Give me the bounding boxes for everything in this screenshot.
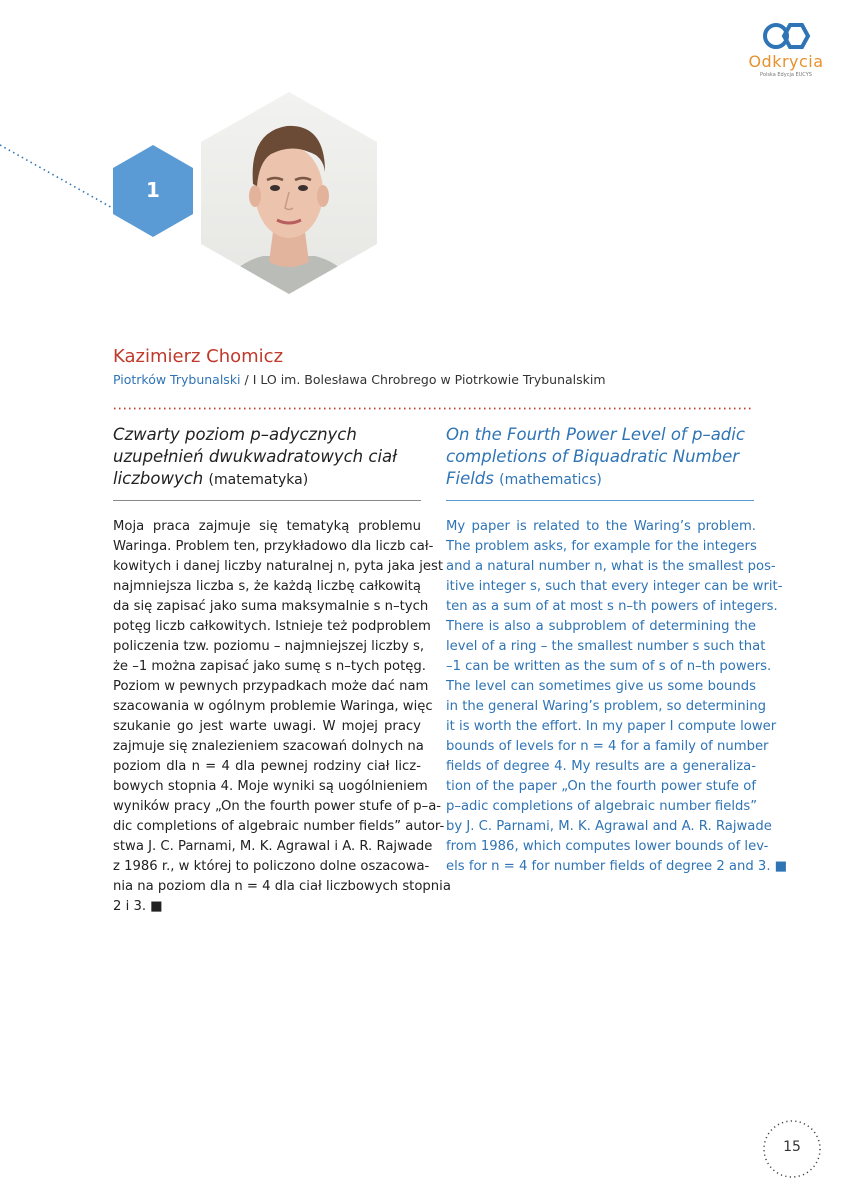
polish-abstract-line: Moja praca zajmuje się tematyką problemu bbox=[113, 519, 421, 534]
author-school: I LO im. Bolesława Chrobrego w Piotrkowie Trybunalskim bbox=[252, 372, 606, 387]
polish-abstract-line: bowych stopnia 4. Moje wyniki są uogólnieniem bbox=[113, 779, 428, 794]
english-abstract-line: There is also a subproblem of determining the bbox=[446, 619, 756, 634]
polish-abstract-line: z 1986 r., w której to policzono dolne oszacowa- bbox=[113, 859, 430, 874]
polish-abstract bbox=[113, 517, 451, 917]
polish-title-text: Czwarty poziom p–adycznych uzupełnień dwukwadratowych ciał liczbowych bbox=[113, 425, 397, 488]
polish-title-rule bbox=[113, 500, 421, 501]
dotted-separator bbox=[113, 407, 755, 410]
polish-abstract-line: da się zapisać jako suma maksymalnie s n–tych bbox=[113, 599, 429, 614]
polish-abstract-line: potęg liczb całkowitych. Istnieje też podproblem bbox=[113, 619, 431, 634]
english-abstract-line: bounds of levels for n = 4 for a family of number bbox=[446, 739, 769, 754]
polish-abstract-line: policzenia tzw. poziomu – najmniejszej liczby s, bbox=[113, 639, 425, 654]
english-abstract-line: from 1986, which computes lower bounds of lev- bbox=[446, 839, 769, 854]
english-abstract-line: My paper is related to the Waring’s problem. bbox=[446, 519, 756, 534]
english-title-text: On the Fourth Power Level of p–adic completions of Biquadratic Number Fields bbox=[446, 425, 745, 488]
odkrycia-logo bbox=[748, 22, 824, 78]
polish-abstract-line: stwa J. C. Parnami, M. K. Agrawal i A. R. Rajwade bbox=[113, 839, 433, 854]
logo-subtitle: Polska Edycja EUCYS bbox=[760, 72, 812, 78]
english-abstract-line: ten as a sum of at most s n–th powers of integers. bbox=[446, 599, 778, 614]
polish-title bbox=[113, 424, 425, 491]
english-subject: (mathematics) bbox=[499, 472, 602, 488]
author-name: Kazimierz Chomicz bbox=[113, 346, 284, 367]
polish-abstract-line: zajmuje się znalezieniem szacowań dolnych na bbox=[113, 739, 424, 754]
polish-abstract-line: nia na poziom dla n = 4 dla ciał liczbowych stopnia bbox=[113, 879, 451, 894]
polish-abstract-line: poziom dla n = 4 dla pewnej rodziny ciał licz- bbox=[113, 759, 421, 774]
english-abstract bbox=[446, 517, 788, 877]
english-abstract-line: level of a ring – the smallest number s such that bbox=[446, 639, 766, 654]
polish-abstract-line: 2 i 3. ■ bbox=[113, 899, 163, 914]
english-abstract-line: and a natural number n, what is the smallest pos- bbox=[446, 559, 776, 574]
polish-abstract-line: kowitych i danej liczby naturalnej n, pyta jaka jest bbox=[113, 559, 444, 574]
english-abstract-line: fields of degree 4. My results are a generaliza- bbox=[446, 759, 756, 774]
english-abstract-line: The problem asks, for example for the integers bbox=[446, 539, 757, 554]
english-title bbox=[446, 424, 758, 491]
page-number: 15 bbox=[783, 1139, 801, 1155]
author-affiliation bbox=[113, 372, 606, 387]
polish-abstract-line: Poziom w pewnych przypadkach może dać nam bbox=[113, 679, 429, 694]
polish-abstract-line: Waringa. Problem ten, przykładowo dla liczb cał- bbox=[113, 539, 434, 554]
polish-abstract-line: szukanie go jest warte uwagi. W mojej pracy bbox=[113, 719, 421, 734]
english-abstract-line: –1 can be written as the sum of s of n–th powers. bbox=[446, 659, 772, 674]
english-abstract-line: tion of the paper „On the fourth power stufe of bbox=[446, 779, 756, 794]
polish-abstract-line: szacowania w ogólnym problemie Waringa, więc bbox=[113, 699, 433, 714]
english-abstract-line: els for n = 4 for number fields of degree 2 and 3. ■ bbox=[446, 859, 788, 874]
polish-abstract-line: dic completions of algebraic number fields” autor- bbox=[113, 819, 445, 834]
polish-abstract-line: że –1 można zapisać jako sumę s n–tych potęg. bbox=[113, 659, 426, 674]
author-city: Piotrków Trybunalski bbox=[113, 372, 241, 387]
english-abstract-line: itive integer s, such that every integer can be writ- bbox=[446, 579, 783, 594]
polish-subject: (matematyka) bbox=[208, 472, 309, 488]
english-abstract-line: by J. C. Parnami, M. K. Agrawal and A. R. Rajwade bbox=[446, 819, 772, 834]
english-title-rule bbox=[446, 500, 754, 501]
logo-rings-icon bbox=[760, 22, 812, 50]
entry-number-badge bbox=[113, 145, 193, 237]
english-abstract-line: p–adic completions of algebraic number fields” bbox=[446, 799, 758, 814]
affiliation-separator: / bbox=[240, 372, 253, 387]
author-photo bbox=[201, 92, 377, 294]
english-abstract-line: in the general Waring’s problem, so determining bbox=[446, 699, 767, 714]
english-abstract-line: it is worth the effort. In my paper I compute lower bbox=[446, 719, 777, 734]
entry-number: 1 bbox=[146, 178, 160, 202]
logo-title: Odkrycia bbox=[748, 52, 824, 71]
polish-abstract-line: wyników pracy „On the fourth power stufe of p–a- bbox=[113, 799, 442, 814]
polish-abstract-line: najmniejsza liczba s, że każdą liczbę całkowitą bbox=[113, 579, 421, 594]
english-abstract-line: The level can sometimes give us some bounds bbox=[446, 679, 756, 694]
